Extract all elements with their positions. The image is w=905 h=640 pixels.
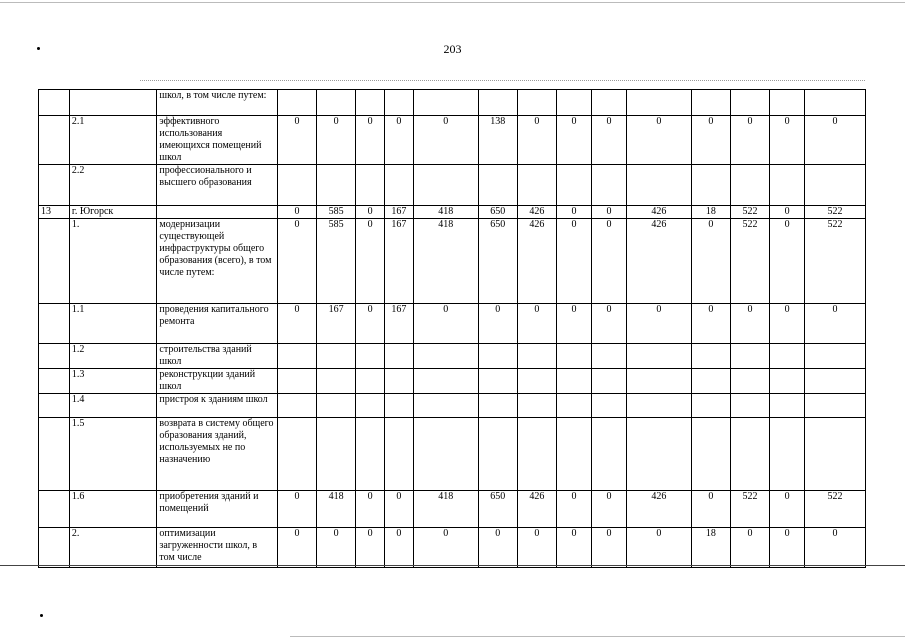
value-cell: 18 xyxy=(691,528,730,568)
value-cell: 0 xyxy=(277,491,316,528)
value-cell: 0 xyxy=(356,528,385,568)
row-code-cell: 1.3 xyxy=(69,369,157,394)
value-cell: 0 xyxy=(317,528,356,568)
value-cell xyxy=(384,344,413,369)
row-code-cell: 1.1 xyxy=(69,304,157,344)
row-number-cell xyxy=(39,418,70,491)
value-cell: 426 xyxy=(517,491,556,528)
value-cell: 0 xyxy=(556,491,591,528)
scan-edge-top xyxy=(0,2,905,3)
scan-speck xyxy=(37,47,40,50)
value-cell xyxy=(277,394,316,418)
value-cell: 426 xyxy=(517,206,556,219)
value-cell: 0 xyxy=(356,304,385,344)
value-cell: 650 xyxy=(478,219,517,304)
row-description-cell: приобретения зданий и помещений xyxy=(157,491,277,528)
value-cell: 426 xyxy=(626,206,691,219)
row-code-cell: 1.5 xyxy=(69,418,157,491)
value-cell: 522 xyxy=(805,219,866,304)
value-cell xyxy=(730,394,769,418)
value-cell xyxy=(626,394,691,418)
value-cell: 0 xyxy=(517,304,556,344)
value-cell: 0 xyxy=(356,116,385,165)
value-cell xyxy=(730,90,769,116)
value-cell xyxy=(277,344,316,369)
value-cell: 418 xyxy=(413,206,478,219)
value-cell: 0 xyxy=(591,304,626,344)
value-cell: 0 xyxy=(805,528,866,568)
row-number-cell xyxy=(39,165,70,206)
value-cell: 0 xyxy=(770,304,805,344)
value-cell xyxy=(691,165,730,206)
row-number-cell xyxy=(39,344,70,369)
header-dotted-line xyxy=(140,80,865,81)
table-row xyxy=(39,206,866,219)
value-cell: 0 xyxy=(556,304,591,344)
value-cell: 0 xyxy=(277,528,316,568)
row-number-cell xyxy=(39,528,70,568)
value-cell: 0 xyxy=(730,116,769,165)
value-cell: 0 xyxy=(591,528,626,568)
value-cell: 0 xyxy=(691,491,730,528)
value-cell: 0 xyxy=(691,219,730,304)
table-row xyxy=(39,90,866,116)
value-cell: 418 xyxy=(413,491,478,528)
value-cell: 0 xyxy=(591,491,626,528)
value-cell xyxy=(517,165,556,206)
value-cell xyxy=(478,418,517,491)
value-cell xyxy=(277,90,316,116)
row-number-cell xyxy=(39,394,70,418)
value-cell xyxy=(805,394,866,418)
table-row xyxy=(39,418,866,491)
value-cell xyxy=(805,165,866,206)
row-number-cell xyxy=(39,90,70,116)
value-cell xyxy=(356,165,385,206)
table-row xyxy=(39,219,866,304)
value-cell: 522 xyxy=(805,206,866,219)
value-cell xyxy=(517,394,556,418)
row-code-cell: 1. xyxy=(69,219,157,304)
scan-edge-bottom xyxy=(290,636,905,637)
value-cell: 0 xyxy=(805,116,866,165)
value-cell xyxy=(356,90,385,116)
value-cell xyxy=(730,344,769,369)
value-cell: 0 xyxy=(384,491,413,528)
value-cell: 0 xyxy=(730,304,769,344)
row-number-cell xyxy=(39,219,70,304)
value-cell: 0 xyxy=(517,116,556,165)
value-cell xyxy=(556,165,591,206)
value-cell: 0 xyxy=(626,528,691,568)
value-cell xyxy=(556,344,591,369)
budget-table xyxy=(38,89,866,568)
row-code-cell: 2.2 xyxy=(69,165,157,206)
value-cell xyxy=(517,418,556,491)
value-cell: 0 xyxy=(556,206,591,219)
row-code-cell: 1.2 xyxy=(69,344,157,369)
row-code-cell: 2. xyxy=(69,528,157,568)
row-code-cell: 2.1 xyxy=(69,116,157,165)
value-cell: 0 xyxy=(626,304,691,344)
value-cell xyxy=(556,90,591,116)
value-cell: 0 xyxy=(626,116,691,165)
value-cell: 0 xyxy=(413,304,478,344)
value-cell xyxy=(317,369,356,394)
value-cell xyxy=(770,344,805,369)
value-cell: 167 xyxy=(317,304,356,344)
value-cell: 0 xyxy=(770,206,805,219)
value-cell xyxy=(384,165,413,206)
value-cell xyxy=(591,344,626,369)
value-cell: 0 xyxy=(413,116,478,165)
value-cell xyxy=(478,344,517,369)
value-cell xyxy=(517,369,556,394)
value-cell xyxy=(556,394,591,418)
value-cell xyxy=(691,344,730,369)
value-cell: 18 xyxy=(691,206,730,219)
value-cell xyxy=(591,394,626,418)
value-cell: 0 xyxy=(517,528,556,568)
value-cell: 0 xyxy=(317,116,356,165)
value-cell xyxy=(691,90,730,116)
value-cell xyxy=(691,418,730,491)
value-cell xyxy=(384,369,413,394)
value-cell xyxy=(277,418,316,491)
row-code-cell: 1.4 xyxy=(69,394,157,418)
table-row xyxy=(39,165,866,206)
value-cell xyxy=(626,344,691,369)
row-number-cell xyxy=(39,304,70,344)
table-row xyxy=(39,116,866,165)
row-code-cell: г. Югорск xyxy=(69,206,157,219)
table-row xyxy=(39,528,866,568)
value-cell: 426 xyxy=(626,219,691,304)
row-description-cell: возврата в систему общего образования зданий, используемых не по назначению xyxy=(157,418,277,491)
value-cell xyxy=(277,165,316,206)
value-cell xyxy=(691,394,730,418)
row-code-cell: 1.6 xyxy=(69,491,157,528)
value-cell xyxy=(277,369,316,394)
value-cell xyxy=(384,394,413,418)
value-cell: 0 xyxy=(356,206,385,219)
value-cell: 0 xyxy=(384,116,413,165)
value-cell xyxy=(356,369,385,394)
row-description-cell: пристроя к зданиям школ xyxy=(157,394,277,418)
row-description-cell: модернизации существующей инфраструктуры общего образования (всего), в том числе путем: xyxy=(157,219,277,304)
value-cell: 0 xyxy=(591,116,626,165)
value-cell xyxy=(356,418,385,491)
value-cell: 0 xyxy=(691,304,730,344)
table-row xyxy=(39,344,866,369)
row-number-cell: 13 xyxy=(39,206,70,219)
value-cell: 0 xyxy=(277,206,316,219)
row-description-cell: профессионального и высшего образования xyxy=(157,165,277,206)
table-row xyxy=(39,369,866,394)
value-cell xyxy=(770,369,805,394)
page-number: 203 xyxy=(443,42,462,56)
value-cell xyxy=(356,344,385,369)
table-row xyxy=(39,491,866,528)
value-cell xyxy=(413,165,478,206)
value-cell xyxy=(730,369,769,394)
row-code-cell xyxy=(69,90,157,116)
value-cell xyxy=(591,418,626,491)
value-cell xyxy=(517,344,556,369)
value-cell xyxy=(805,369,866,394)
value-cell xyxy=(626,369,691,394)
row-description-cell: реконструкции зданий школ xyxy=(157,369,277,394)
scan-speck xyxy=(40,614,43,617)
value-cell xyxy=(317,165,356,206)
value-cell xyxy=(384,418,413,491)
value-cell: 0 xyxy=(277,219,316,304)
value-cell: 426 xyxy=(626,491,691,528)
value-cell: 0 xyxy=(384,528,413,568)
row-description-cell: проведения капитального ремонта xyxy=(157,304,277,344)
value-cell: 0 xyxy=(356,491,385,528)
value-cell: 0 xyxy=(770,219,805,304)
value-cell: 522 xyxy=(730,219,769,304)
value-cell xyxy=(413,369,478,394)
value-cell: 0 xyxy=(770,528,805,568)
value-cell xyxy=(591,369,626,394)
value-cell xyxy=(805,344,866,369)
value-cell xyxy=(478,165,517,206)
value-cell: 0 xyxy=(413,528,478,568)
value-cell: 0 xyxy=(556,116,591,165)
value-cell xyxy=(770,418,805,491)
value-cell xyxy=(730,418,769,491)
value-cell xyxy=(556,418,591,491)
value-cell: 426 xyxy=(517,219,556,304)
value-cell: 0 xyxy=(356,219,385,304)
value-cell xyxy=(356,394,385,418)
value-cell: 0 xyxy=(805,304,866,344)
row-number-cell xyxy=(39,491,70,528)
row-description-cell: строительства зданий школ xyxy=(157,344,277,369)
value-cell: 0 xyxy=(478,528,517,568)
value-cell xyxy=(805,418,866,491)
value-cell xyxy=(317,344,356,369)
value-cell xyxy=(413,394,478,418)
value-cell: 522 xyxy=(730,491,769,528)
value-cell xyxy=(770,90,805,116)
row-description-cell: школ, в том числе путем: xyxy=(157,90,277,116)
value-cell xyxy=(478,394,517,418)
table-row xyxy=(39,304,866,344)
value-cell xyxy=(591,165,626,206)
value-cell xyxy=(770,165,805,206)
row-description-cell xyxy=(157,206,277,219)
value-cell: 0 xyxy=(277,116,316,165)
row-number-cell xyxy=(39,116,70,165)
value-cell: 585 xyxy=(317,219,356,304)
table-row xyxy=(39,394,866,418)
value-cell: 167 xyxy=(384,219,413,304)
value-cell: 0 xyxy=(770,116,805,165)
value-cell: 0 xyxy=(730,528,769,568)
row-description-cell: эффективного использования имеющихся помещений школ xyxy=(157,116,277,165)
value-cell xyxy=(317,418,356,491)
value-cell xyxy=(317,90,356,116)
value-cell: 522 xyxy=(730,206,769,219)
value-cell xyxy=(591,90,626,116)
value-cell xyxy=(413,90,478,116)
value-cell xyxy=(478,90,517,116)
value-cell xyxy=(478,369,517,394)
value-cell: 0 xyxy=(277,304,316,344)
value-cell xyxy=(730,165,769,206)
value-cell: 418 xyxy=(413,219,478,304)
value-cell: 0 xyxy=(770,491,805,528)
value-cell: 167 xyxy=(384,206,413,219)
value-cell xyxy=(413,418,478,491)
row-description-cell: оптимизации загруженности школ, в том числе xyxy=(157,528,277,568)
value-cell: 418 xyxy=(317,491,356,528)
value-cell xyxy=(805,90,866,116)
value-cell: 138 xyxy=(478,116,517,165)
page-bottom-rule xyxy=(0,565,905,566)
value-cell xyxy=(770,394,805,418)
value-cell: 0 xyxy=(556,219,591,304)
value-cell: 650 xyxy=(478,206,517,219)
value-cell: 167 xyxy=(384,304,413,344)
value-cell: 0 xyxy=(691,116,730,165)
value-cell xyxy=(691,369,730,394)
value-cell xyxy=(317,394,356,418)
value-cell: 0 xyxy=(478,304,517,344)
value-cell: 650 xyxy=(478,491,517,528)
value-cell xyxy=(413,344,478,369)
value-cell: 0 xyxy=(556,528,591,568)
value-cell: 522 xyxy=(805,491,866,528)
value-cell: 0 xyxy=(591,219,626,304)
value-cell: 585 xyxy=(317,206,356,219)
value-cell: 0 xyxy=(591,206,626,219)
value-cell xyxy=(556,369,591,394)
row-number-cell xyxy=(39,369,70,394)
value-cell xyxy=(626,165,691,206)
value-cell xyxy=(626,418,691,491)
value-cell xyxy=(626,90,691,116)
value-cell xyxy=(517,90,556,116)
value-cell xyxy=(384,90,413,116)
